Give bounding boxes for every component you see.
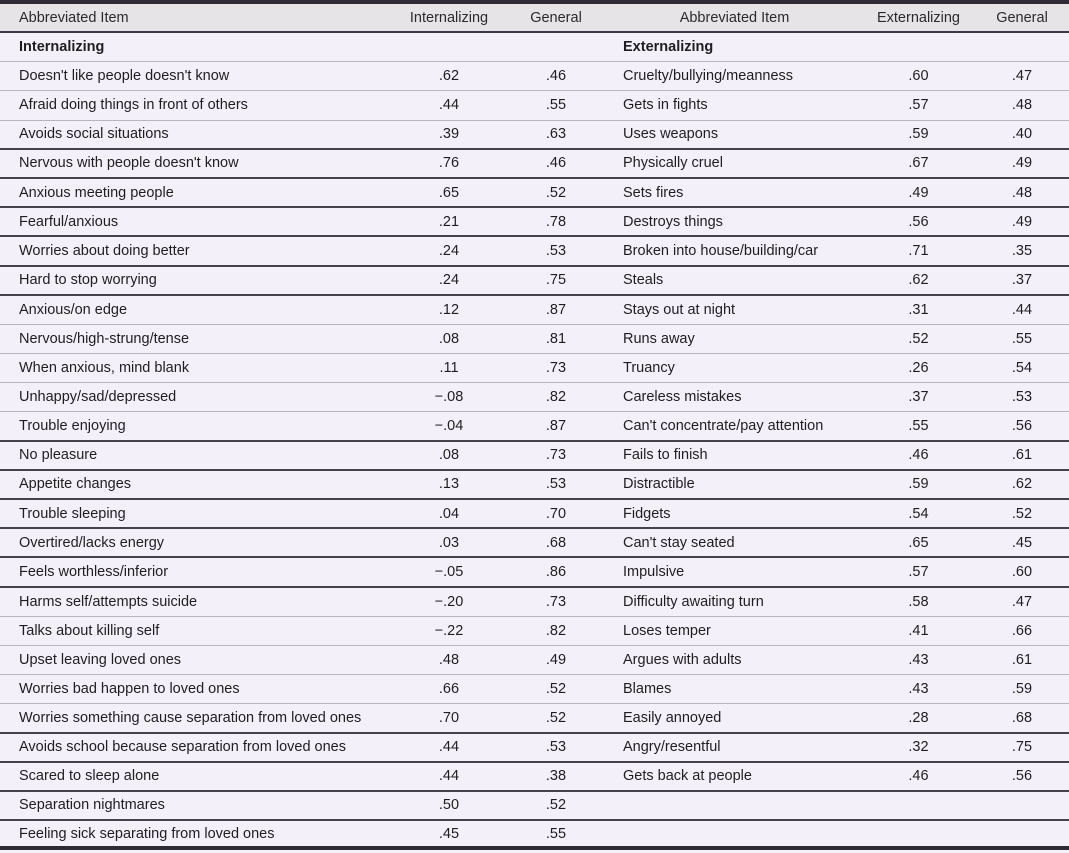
table-row [0,62,1069,91]
loading-cell: .55 [545,825,567,842]
loading-cell: −.04 [434,418,464,435]
loading-cell: .55 [545,97,567,114]
loading-cell: .56 [908,213,929,230]
column-header-internalizing: Internalizing [409,9,489,26]
table-row [0,734,1069,763]
loading-cell: .68 [545,534,567,551]
loading-cell: .66 [438,681,460,698]
loading-cell: .03 [438,534,460,551]
table-row [0,792,1069,821]
table-row [0,471,1069,500]
loading-cell: .57 [908,563,929,580]
loading-cell: .63 [545,126,567,143]
loading-cell: .47 [1011,68,1033,85]
column-header-item-left: Abbreviated Item [19,9,129,26]
loading-cell: .73 [545,447,567,464]
loading-cell: .21 [438,213,460,230]
item-cell: Trouble sleeping [19,505,126,522]
item-cell: Overtired/lacks energy [19,534,165,551]
item-cell: Uses weapons [623,126,719,143]
loading-cell: .55 [1011,330,1033,347]
table-row [0,179,1069,208]
item-cell: Destroys things [623,213,723,230]
loading-cell: .76 [438,155,460,172]
loading-cell: .45 [1011,534,1033,551]
item-cell: Gets in fights [623,97,708,114]
loading-cell: .59 [908,126,929,143]
loading-cell: .67 [908,155,929,172]
loading-cell: .58 [908,593,929,610]
loading-cell: .11 [439,360,459,377]
loading-cell: .71 [908,242,929,259]
loading-cell: .12 [438,301,460,318]
loading-cell: .81 [545,330,567,347]
item-cell: Afraid doing things in front of others [19,97,248,114]
item-cell: Steals [623,272,664,289]
loading-cell: −.20 [434,593,464,610]
section-label-externalizing: Externalizing [623,39,714,56]
table-row [0,237,1069,266]
item-cell: Avoids social situations [19,126,169,143]
item-cell: Fidgets [623,505,671,522]
item-cell: Easily annoyed [623,709,722,726]
loading-cell: .82 [545,622,567,639]
loading-cell: .54 [1011,360,1033,377]
loading-cell: .46 [908,768,929,785]
loading-cell: .32 [908,739,929,756]
item-cell: Loses temper [623,622,711,639]
loading-cell: .52 [545,709,567,726]
loading-cell: .68 [1011,709,1033,726]
loading-cell: .53 [1011,389,1033,406]
item-cell: Talks about killing self [19,622,160,639]
loading-cell: .59 [1011,681,1033,698]
loading-cell: .61 [1011,447,1033,464]
item-cell: Hard to stop worrying [19,272,157,289]
loading-cell: .40 [1011,126,1033,143]
table-row [0,588,1069,617]
column-header-externalizing: Externalizing [876,9,960,26]
loading-cell: .08 [438,447,460,464]
item-cell: Difficulty awaiting turn [623,593,764,610]
loading-cell: −.22 [434,622,464,639]
item-cell: Separation nightmares [19,797,165,814]
loading-cell: .37 [1011,272,1033,289]
loading-cell: .75 [545,272,567,289]
section-header-row [0,33,1069,62]
loading-cell: .37 [908,389,929,406]
loading-cell: .48 [438,652,460,669]
loading-cell: .61 [1011,652,1033,669]
loading-cell: .08 [438,330,460,347]
item-cell: Blames [623,681,672,698]
loading-cell: .44 [1011,301,1033,318]
item-cell: Nervous/high-strung/tense [19,330,190,347]
loading-cell: .60 [908,68,929,85]
item-cell: Angry/resentful [623,739,721,756]
item-cell: Distractible [623,476,695,493]
loading-cell: .53 [545,739,567,756]
item-cell: Fails to finish [623,447,708,464]
loading-cell: .75 [1011,739,1033,756]
table-row [0,383,1069,412]
item-cell: Upset leaving loved ones [19,652,182,669]
loading-cell: .50 [438,797,460,814]
loading-cell: .48 [1011,97,1033,114]
loading-cell: .60 [1011,563,1033,580]
loading-cell: .28 [908,709,929,726]
loading-cell: .49 [1011,155,1033,172]
loading-cell: .47 [1011,593,1033,610]
loading-cell: .53 [545,476,567,493]
loading-cell: .49 [908,184,929,201]
item-cell: Careless mistakes [623,389,742,406]
item-cell: Argues with adults [623,652,742,669]
table-row [0,763,1069,792]
loading-cell: .35 [1011,242,1033,259]
item-cell: Trouble enjoying [19,418,126,435]
item-cell: Physically cruel [623,155,723,172]
loading-cell: .24 [438,272,460,289]
table-row [0,150,1069,179]
loading-cell: .86 [545,563,567,580]
loading-cell: .59 [908,476,929,493]
loading-cell: −.05 [434,563,464,580]
item-cell: Nervous with people doesn't know [19,155,239,172]
table-row [0,121,1069,150]
loading-cell: .65 [908,534,929,551]
loading-cell: .44 [438,768,460,785]
item-cell: Broken into house/building/car [623,242,819,259]
table-row [0,558,1069,587]
table-row [0,296,1069,325]
table-row [0,617,1069,646]
table-row [0,821,1069,850]
item-cell: Runs away [623,330,695,347]
loading-cell: .87 [545,418,567,435]
loading-cell: .65 [438,184,460,201]
loading-cell: .43 [908,652,929,669]
item-cell: Can't stay seated [623,534,735,551]
loading-cell: .45 [438,825,460,842]
loading-cell: .70 [438,709,460,726]
loading-cell: .41 [908,622,929,639]
loading-cell: .56 [1011,768,1033,785]
item-cell: Doesn't like people doesn't know [19,68,230,85]
table-row [0,412,1069,441]
table-row [0,442,1069,471]
loading-cell: .49 [1011,213,1033,230]
loading-cell: .38 [545,768,567,785]
item-cell: Truancy [623,360,675,377]
table-row [0,646,1069,675]
table-row [0,91,1069,120]
loading-cell: .52 [545,184,567,201]
item-cell: Cruelty/bullying/meanness [623,68,794,85]
table-row [0,325,1069,354]
loading-cell: .55 [908,418,929,435]
item-cell: Worries bad happen to loved ones [19,681,240,698]
item-cell: Scared to sleep alone [19,768,160,785]
item-cell: Gets back at people [623,768,752,785]
item-cell: Worries something cause separation from loved ones [19,709,362,726]
loading-cell: .82 [545,389,567,406]
loading-cell: .46 [545,155,567,172]
table-row [0,675,1069,704]
loading-cell: −.08 [434,389,464,406]
table-row [0,354,1069,383]
loading-cell: .48 [1011,184,1033,201]
loading-cell: .52 [545,797,567,814]
loading-cell: .04 [438,505,460,522]
item-cell: Stays out at night [623,301,736,318]
loading-cell: .52 [908,330,929,347]
item-cell: Worries about doing better [19,242,190,259]
loading-cell: .46 [545,68,567,85]
loading-cell: .54 [908,505,929,522]
item-cell: Appetite changes [19,476,132,493]
table-row [0,208,1069,237]
loading-cell: .24 [438,242,460,259]
loading-cell: .70 [545,505,567,522]
item-cell: Feels worthless/inferior [19,563,169,580]
loading-cell: .53 [545,242,567,259]
loading-cell: .52 [1011,505,1033,522]
loading-cell: .57 [908,97,929,114]
loading-cell: .44 [438,97,460,114]
loading-cell: .62 [1011,476,1033,493]
table-body [0,33,1069,850]
item-cell: When anxious, mind blank [19,360,190,377]
loading-cell: .44 [438,739,460,756]
loading-cell: .73 [545,360,567,377]
loading-cell: .87 [545,301,567,318]
section-label-internalizing: Internalizing [19,39,105,56]
loading-cell: .43 [908,681,929,698]
column-header-item-right: Abbreviated Item [679,9,790,26]
item-cell: Avoids school because separation from loved ones [19,739,346,756]
loading-cell: .39 [438,126,460,143]
loading-cell: .56 [1011,418,1033,435]
loading-cell: .78 [545,213,567,230]
item-cell: No pleasure [19,447,98,464]
table-row [0,529,1069,558]
item-cell: Anxious meeting people [19,184,174,201]
loading-cell: .31 [908,301,929,318]
column-header-general-right: General [996,9,1048,26]
loading-cell: .62 [438,68,460,85]
table-header-row [0,0,1069,33]
loading-cell: .46 [908,447,929,464]
item-cell: Impulsive [623,563,685,580]
item-cell: Fearful/anxious [19,213,119,230]
item-cell: Unhappy/sad/depressed [19,389,177,406]
item-cell: Harms self/attempts suicide [19,593,198,610]
loading-cell: .13 [438,476,460,493]
table-row [0,500,1069,529]
column-header-general-left: General [530,9,582,26]
loading-cell: .26 [908,360,929,377]
item-cell: Feeling sick separating from loved ones [19,825,275,842]
item-cell: Sets fires [623,184,684,201]
loading-cell: .73 [545,593,567,610]
item-cell: Anxious/on edge [19,301,128,318]
table-row [0,704,1069,733]
loading-cell: .49 [545,652,567,669]
loading-cell: .52 [545,681,567,698]
item-cell: Can't concentrate/pay attention [623,418,824,435]
loading-cell: .66 [1011,622,1033,639]
loading-cell: .62 [908,272,929,289]
table-row [0,267,1069,296]
